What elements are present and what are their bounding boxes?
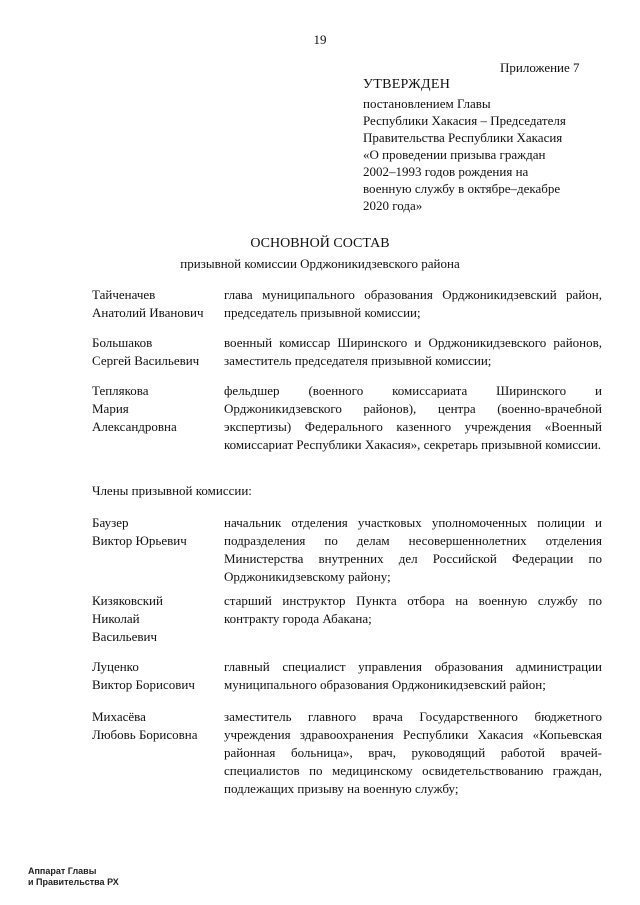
member-entry — [92, 658, 602, 694]
member-entry — [92, 592, 602, 644]
member-role: фельдшер (военного комиссариата Ширинского и Орджоникидзевского районов), центра (военно-врачебной экспертизы) Федерального казенного учреждения «Военный комиссариат Республики Хакасия», секретарь призывной комиссии. — [224, 383, 602, 452]
approval-block — [363, 76, 623, 214]
member-name: Михасёва Любовь Борисовна — [92, 709, 198, 742]
members-section-label: Члены призывной комиссии: — [92, 483, 252, 498]
member-name: Луценко Виктор Борисович — [92, 659, 195, 692]
member-entry — [92, 382, 602, 454]
approval-line: военную службу в октябре–декабре — [363, 181, 561, 196]
approval-line: постановлением Главы — [363, 96, 491, 111]
document-title: ОСНОВНОЙ СОСТАВ — [250, 236, 390, 251]
approval-line: «О проведении призыва граждан — [363, 147, 546, 162]
office-stamp — [28, 866, 119, 888]
member-name: Баузер Виктор Юрьевич — [92, 515, 187, 548]
member-name: Кизяковский Николай Васильевич — [92, 593, 163, 644]
member-name: Тайченачев Анатолий Иванович — [92, 287, 204, 320]
member-entry — [92, 334, 602, 370]
approval-line: 2020 года» — [363, 198, 423, 213]
member-role: старший инструктор Пункта отбора на военную службу по контракту города Абакана; — [224, 593, 602, 626]
member-entry — [92, 514, 602, 586]
member-role: военный комиссар Ширинского и Орджоникидзевского районов, заместитель председателя призывной комиссии; — [224, 335, 602, 368]
member-entry — [92, 286, 602, 322]
appendix-label: Приложение 7 — [500, 60, 580, 75]
member-name: Большаков Сергей Васильевич — [92, 335, 200, 368]
member-entry — [92, 708, 602, 798]
stamp-line: Аппарат Главы — [28, 866, 97, 876]
stamp-line: и Правительства РХ — [28, 877, 119, 887]
member-role: глава муниципального образования Орджоникидзевский район, председатель призывной комиссии; — [224, 287, 602, 320]
member-role: начальник отделения участковых уполномоченных полиции и подразделения по делам несовершеннолетних отделения Министерства внутренних дел Российской Федерации по Орджоникидзевскому району; — [224, 515, 602, 584]
member-role: главный специалист управления образования администрации муниципального образования Орджоникидзевский район; — [224, 659, 602, 692]
approval-line: Правительства Республики Хакасия — [363, 130, 563, 145]
page-number: 19 — [313, 32, 327, 47]
document-subtitle: призывной комиссии Орджоникидзевского района — [180, 256, 460, 271]
member-role: заместитель главного врача Государственного бюджетного учреждения здравоохранения Республики Хакасия «Копьевская районная больница», врач, руководящий работой врачей-специалистов по медицинскому освидетельствованию граждан, подлежащих призыву на военную службу; — [224, 709, 602, 796]
approval-heading: УТВЕРЖДЕН — [363, 77, 451, 92]
member-name: Теплякова Мария Александровна — [92, 383, 177, 434]
approval-line: Республики Хакасия – Председателя — [363, 113, 566, 128]
approval-line: 2002–1993 годов рождения на — [363, 164, 529, 179]
